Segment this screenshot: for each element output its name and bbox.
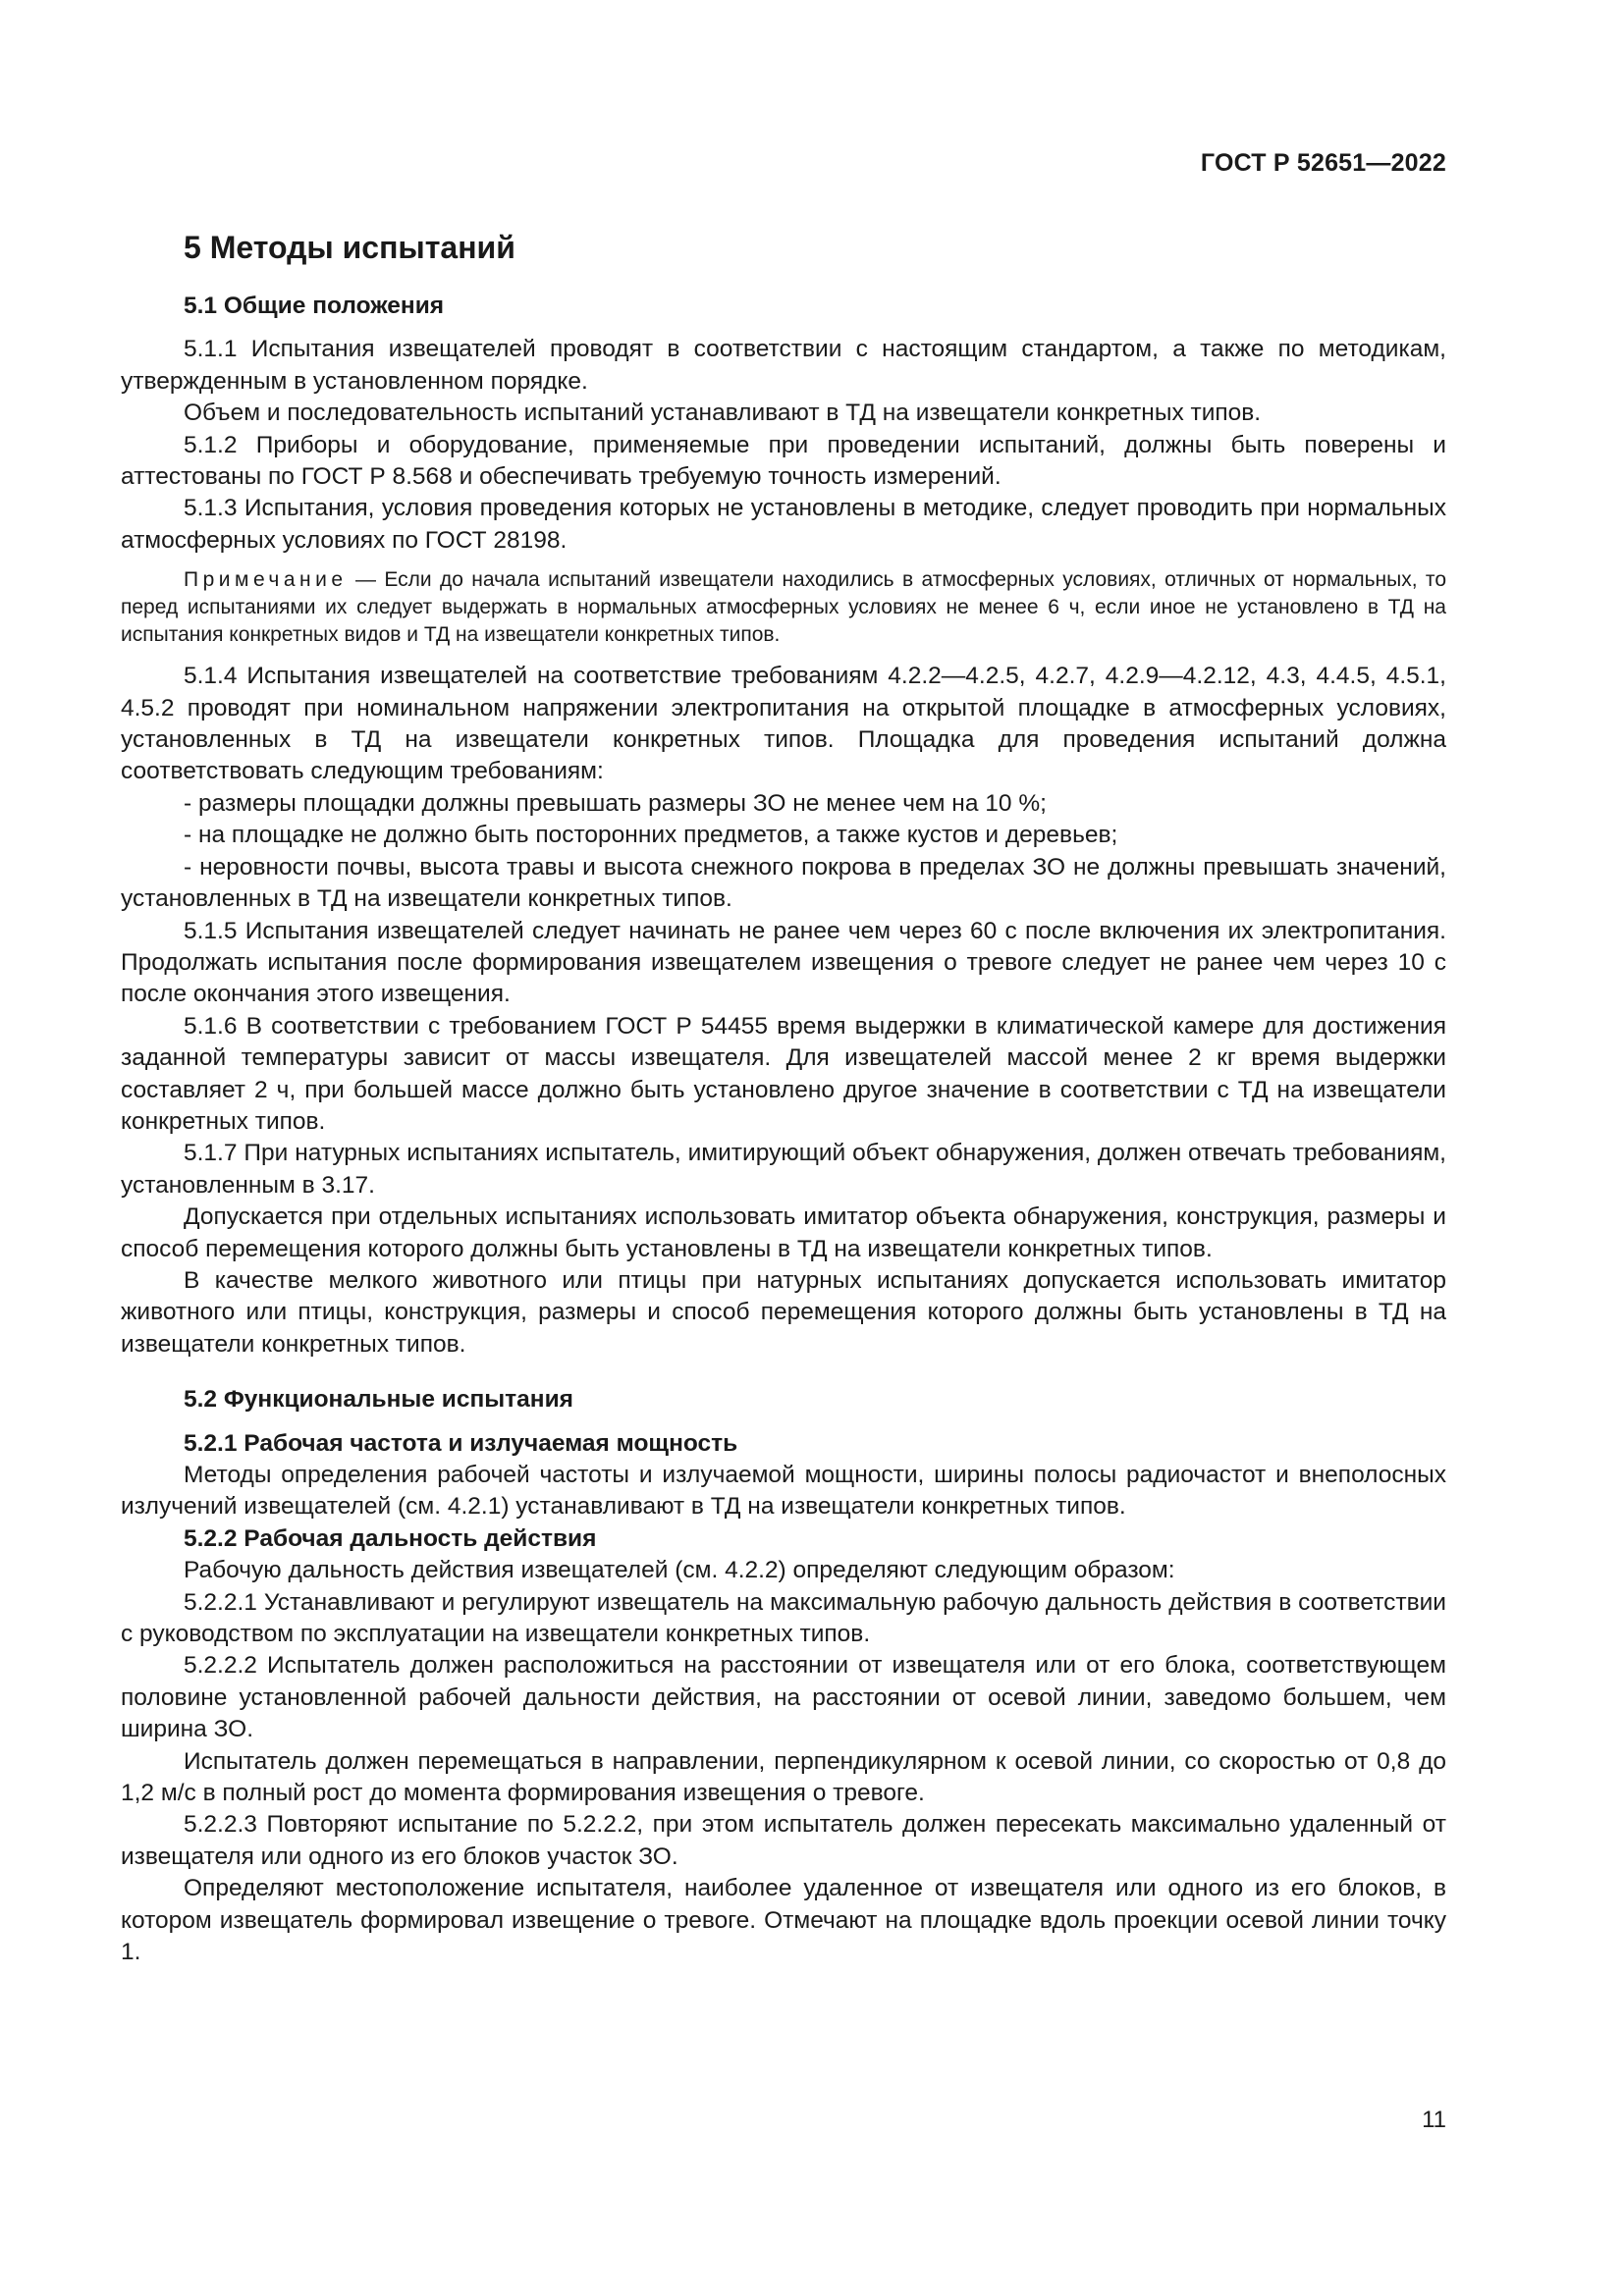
page-number: 11: [1422, 2107, 1446, 2133]
paragraph-5-1-7: 5.1.7 При натурных испытаниях испытатель, имитирующий объект обнаружения, должен отвечать требованиям, установленным в 3.17.: [121, 1140, 1446, 1199]
section-title: 5 Методы испытаний: [184, 230, 515, 265]
paragraph-5-2-2-3: 5.2.2.3 Повторяют испытание по 5.2.2.2, при этом испытатель должен пересекать максимально удаленный от извещателя или одного из его блоков участок ЗО.: [121, 1811, 1446, 1870]
clause-title-5-2-2: 5.2.2 Рабочая дальность действия: [184, 1524, 597, 1552]
paragraph: Объем и последовательность испытаний устанавливают в ТД на извещатели конкретных типов.: [184, 400, 1262, 427]
paragraph-5-1-6: 5.1.6 В соответствии с требованием ГОСТ Р 54455 время выдержки в климатической камере для достижения заданной температуры зависит от массы извещателя. Для извещателей массой менее 2 кг время выдержки составляет 2 ч, при большей массе должно быть установлено другое значение в соответствии с ТД на извещатели конкретных типов.: [121, 1012, 1446, 1135]
paragraph: Определяют местоположение испытателя, наиболее удаленное от извещателя или одного из его блоков, в котором извещатель формировал извещение о тревоге. Отмечают на площадке вдоль проекции осевой линии точку 1.: [121, 1875, 1446, 1966]
note-label: Примечание: [184, 568, 348, 592]
paragraph-5-1-1: 5.1.1 Испытания извещателей проводят в соответствии с настоящим стандартом, а также по методикам, утвержденным в установленном порядке.: [121, 336, 1446, 395]
paragraph: Методы определения рабочей частоты и излучаемой мощности, ширины полосы радиочастот и внеполосных излучений извещателей (см. 4.2.1) устанавливают в ТД на извещатели конкретных типов.: [121, 1462, 1446, 1521]
subsection-title-5-1: 5.1 Общие положения: [184, 293, 445, 319]
list-item: - размеры площадки должны превышать размеры ЗО не менее чем на 10 %;: [184, 789, 1047, 817]
paragraph: Допускается при отдельных испытаниях использовать имитатор объекта обнаружения, конструкция, размеры и способ перемещения которого должны быть установлены в ТД на извещатели конкретных типов.: [121, 1203, 1446, 1262]
list-item: - неровности почвы, высота травы и высота снежного покрова в пределах ЗО не должны превышать значений, установленных в ТД на извещатели конкретных типов.: [121, 853, 1446, 913]
paragraph: Рабочую дальность действия извещателей (см. 4.2.2) определяют следующим образом:: [184, 1557, 1175, 1584]
clause-title-5-2-1: 5.2.1 Рабочая частота и излучаемая мощность: [184, 1429, 738, 1457]
paragraph: Испытатель должен перемещаться в направлении, перпендикулярном к осевой линии, со скоростью от 0,8 до 1,2 м/с в полный рост до момента формирования извещения о тревоге.: [121, 1747, 1446, 1807]
paragraph-5-1-3: 5.1.3 Испытания, условия проведения которых не установлены в методике, следует проводить при нормальных атмосферных условиях по ГОСТ 28198.: [121, 495, 1446, 554]
subsection-title-5-2: 5.2 Функциональные испытания: [184, 1386, 573, 1414]
paragraph-5-2-2-1: 5.2.2.1 Устанавливают и регулируют извещатель на максимальную рабочую дальность действия в соответствии с руководством по эксплуатации на извещатели конкретных типов.: [121, 1588, 1446, 1648]
document-header-id: ГОСТ Р 52651—2022: [1200, 149, 1446, 177]
list-item: - на площадке не должно быть посторонних предметов, а также кустов и деревьев;: [184, 822, 1118, 849]
paragraph: В качестве мелкого животного или птицы при натурных испытаниях допускается использовать имитатор животного или птицы, конструкция, размеры и способ перемещения которого должны быть установлены в ТД на извещатели конкретных типов.: [121, 1266, 1446, 1358]
note: [121, 566, 1446, 649]
paragraph-5-1-2: 5.1.2 Приборы и оборудование, применяемые при проведении испытаний, должны быть поверены и аттестованы по ГОСТ Р 8.568 и обеспечивать требуемую точность измерений.: [121, 431, 1446, 491]
note-text: — Если до начала испытаний извещатели находились в атмосферных условиях, отличных от нормальных, то перед испытаниями их следует выдержать в нормальных атмосферных условиях не менее 6 ч, если иное не установлено в ТД на испытания конкретных видов и ТД на извещатели конкретных типов.: [121, 568, 1446, 647]
page-content: [121, 228, 1446, 1969]
paragraph-5-2-2-2: 5.2.2.2 Испытатель должен расположиться на расстоянии от извещателя или от его блока, соответствующем половине установленной рабочей дальности действия, на расстоянии от осевой линии, заведомо большем, чем ширина ЗО.: [121, 1652, 1446, 1743]
paragraph-5-1-4: 5.1.4 Испытания извещателей на соответствие требованиям 4.2.2—4.2.5, 4.2.7, 4.2.9—4.2.12, 4.3, 4.4.5, 4.5.1, 4.5.2 проводят при номинальном напряжении электропитания на открытой площадке в атмосферных условиях, установленных в ТД на извещатели конкретных типов. Площадка для проведения испытаний должна соответствовать следующим требованиям:: [121, 663, 1446, 785]
paragraph-5-1-5: 5.1.5 Испытания извещателей следует начинать не ранее чем через 60 с после включения их электропитания. Продолжать испытания после формирования извещателем извещения о тревоге следует не ранее чем через 10 с после окончания этого извещения.: [121, 917, 1446, 1008]
